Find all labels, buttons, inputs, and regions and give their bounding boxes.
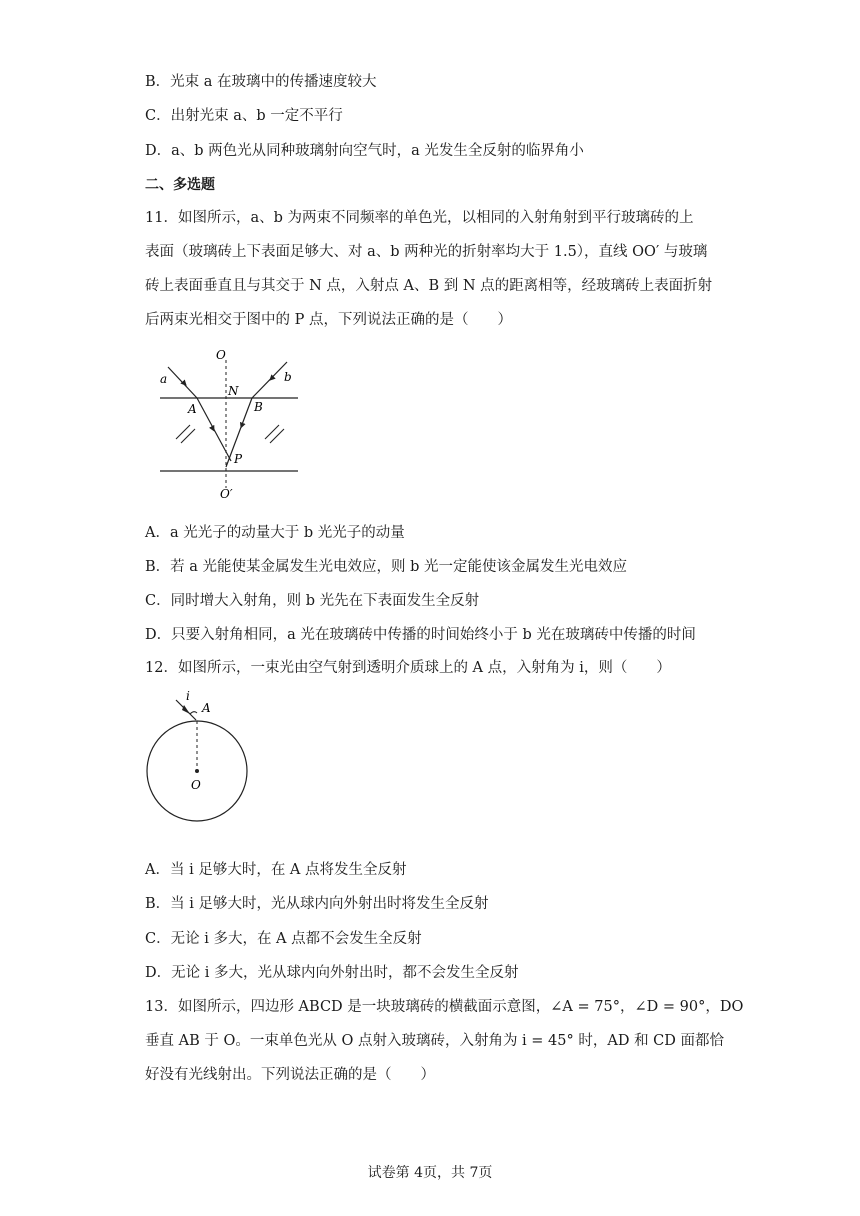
label-b-point: B <box>254 400 263 414</box>
q10-option-d: D．a、b 两色光从同种玻璃射向空气时，a 光发生全反射的临界角小 <box>145 143 584 159</box>
ray-a-refracted <box>197 398 231 461</box>
q11-option-a: A．a 光光子的动量大于 b 光光子的动量 <box>145 525 405 541</box>
q12-stem: 12．如图所示，一束光由空气射到透明介质球上的 A 点，入射角为 i，则（ ） <box>145 660 671 676</box>
section-heading: 二、多选题 <box>145 177 215 193</box>
q11-stem-line2: 表面（玻璃砖上下表面足够大、对 a、b 两种光的折射率均大于 1.5），直线 OO′ 与玻璃 <box>145 244 708 260</box>
label-a-point: A <box>188 402 197 416</box>
label-i: i <box>186 689 190 703</box>
q13-stem-line1: 13．如图所示，四边形 ABCD 是一块玻璃砖的横截面示意图，∠A = 75°，∠D = 90°，DO <box>145 999 744 1015</box>
label-o: O <box>216 348 226 362</box>
q12-option-a: A．当 i 足够大时，在 A 点将发生全反射 <box>145 862 407 878</box>
label-ray-b: b <box>284 370 292 384</box>
q13-stem-line3: 好没有光线射出。下列说法正确的是（ ） <box>145 1067 435 1083</box>
q13-stem-line2: 垂直 AB 于 O。一束单色光从 O 点射入玻璃砖，入射角为 i = 45° 时，AD 和 CD 面都恰 <box>145 1033 725 1049</box>
label-o: O <box>191 778 201 792</box>
q11-option-b: B．若 a 光能使某金属发生光电效应，则 b 光一定能使该金属发生光电效应 <box>145 559 628 575</box>
q10-option-c: C．出射光束 a、b 一定不平行 <box>145 108 343 124</box>
q11-stem-line4: 后两束光相交于图中的 P 点，下列说法正确的是（ ） <box>145 312 512 328</box>
q12-sphere-figure <box>140 686 260 826</box>
q12-option-d: D．无论 i 多大，光从球内向外射出时，都不会发生全反射 <box>145 965 519 981</box>
q10-option-b: B．光束 a 在玻璃中的传播速度较大 <box>145 74 377 90</box>
center-dot <box>195 769 199 773</box>
label-o-prime: O′ <box>220 487 233 501</box>
q11-stem-line1: 11．如图所示，a、b 为两束不同频率的单色光，以相同的入射角射到平行玻璃砖的上 <box>145 210 694 226</box>
page-footer: 试卷第 4页，共 7页 <box>367 1165 493 1181</box>
label-n: N <box>228 384 239 398</box>
q11-option-c: C．同时增大入射角，则 b 光先在下表面发生全反射 <box>145 593 480 609</box>
label-p: P <box>234 452 243 466</box>
label-a: A <box>202 701 211 715</box>
q12-option-b: B．当 i 足够大时，光从球内向外射出时将发生全反射 <box>145 896 489 912</box>
ray-b-incident <box>252 362 287 398</box>
q11-glass-slab-figure <box>150 345 310 505</box>
label-ray-a: a <box>160 372 168 386</box>
ray-a-incident <box>168 367 197 398</box>
q11-stem-line3: 砖上表面垂直且与其交于 N 点，入射点 A、B 到 N 点的距离相等，经玻璃砖上表面折射 <box>145 278 713 294</box>
q12-option-c: C．无论 i 多大，在 A 点都不会发生全反射 <box>145 931 422 947</box>
q11-option-d: D．只要入射角相同，a 光在玻璃砖中传播的时间始终小于 b 光在玻璃砖中传播的时间 <box>145 627 696 643</box>
